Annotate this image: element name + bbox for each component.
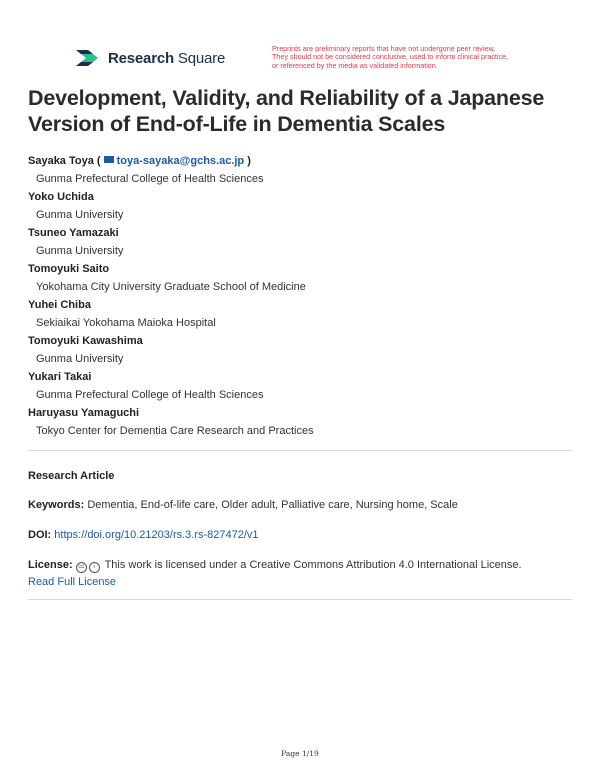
email-open-paren: (: [96, 155, 104, 167]
notice-line: Preprints are preliminary reports that have not undergone peer review.: [272, 44, 496, 53]
logo-text-second: Square: [177, 49, 226, 67]
author-name: Tsuneo Yamazaki: [28, 227, 119, 239]
author-entry: [28, 152, 578, 188]
author-affiliation: Tokyo Center for Dementia Care Research and Practices: [36, 425, 314, 437]
author-name: [28, 152, 578, 170]
article-type-label: Research Article: [28, 470, 115, 482]
author-affiliation: Yokohama City University Graduate School of Medicine: [36, 281, 306, 293]
paper-title: Development, Validity, and Reliability of a Japanese Version of End-of-Life in Dementia Scales: [28, 86, 545, 136]
notice-line: They should not be considered conclusive, used to inform clinical practice,: [272, 52, 509, 62]
author-name: Tomoyuki Kawashima: [28, 335, 143, 347]
license: [28, 557, 578, 591]
author-name: Yoko Uchida: [28, 191, 94, 203]
author-entry: [28, 404, 578, 440]
divider: [28, 450, 572, 451]
author-affiliation: Sekiaikai Yokohama Maioka Hospital: [36, 317, 216, 329]
author-name-text: Sayaka Toya: [28, 155, 94, 167]
author-affiliation: Gunma Prefectural College of Health Sciences: [36, 389, 264, 401]
author-name: Tomoyuki Saito: [28, 263, 110, 275]
author-entry: [28, 368, 578, 404]
author-list: [28, 152, 578, 440]
page-number: Page 1/19: [281, 749, 319, 758]
keywords-text: Dementia, End-of-life care, Older adult, Palliative care, Nursing home, Scale: [87, 499, 458, 511]
research-square-logo-icon: [74, 47, 102, 69]
author-email-link[interactable]: toya-sayaka@gchs.ac.jp: [116, 155, 245, 167]
license-text: This work is licensed under a Creative Commons Attribution 4.0 International License.: [104, 559, 522, 571]
author-name: Yuhei Chiba: [28, 299, 91, 311]
notice-line: or referenced by the media as validated information.: [272, 60, 438, 70]
preprint-notice: [272, 45, 572, 70]
author-entry: [28, 224, 578, 260]
logo-text-main: Research: [108, 49, 174, 67]
article-type: [28, 468, 578, 485]
license-label: License:: [28, 559, 73, 571]
author-name: Haruyasu Yamaguchi: [28, 407, 140, 419]
research-square-logo[interactable]: [74, 47, 225, 69]
divider: [28, 599, 572, 600]
email-close-paren: ): [244, 155, 251, 167]
read-full-license-link[interactable]: Read Full License: [28, 576, 117, 588]
author-name: Yukari Takai: [28, 371, 92, 383]
cc-icon: cc: [76, 562, 87, 573]
author-affiliation: Gunma Prefectural College of Health Sciences: [36, 173, 264, 185]
keywords-label: Keywords:: [28, 499, 85, 511]
keywords: [28, 497, 578, 514]
by-icon: i: [89, 562, 100, 573]
doi-label: DOI:: [28, 529, 52, 541]
author-entry: [28, 296, 578, 332]
author-affiliation: Gunma University: [36, 245, 124, 257]
doi-link[interactable]: https://doi.org/10.21203/rs.3.rs-827472/v1: [54, 529, 259, 541]
logo-text: [108, 50, 225, 67]
author-entry: [28, 332, 578, 368]
email-icon: [104, 156, 114, 163]
author-affiliation: Gunma University: [36, 353, 124, 365]
author-affiliation: Gunma University: [36, 209, 124, 221]
doi: [28, 527, 578, 544]
author-entry: [28, 260, 578, 296]
author-entry: [28, 188, 578, 224]
